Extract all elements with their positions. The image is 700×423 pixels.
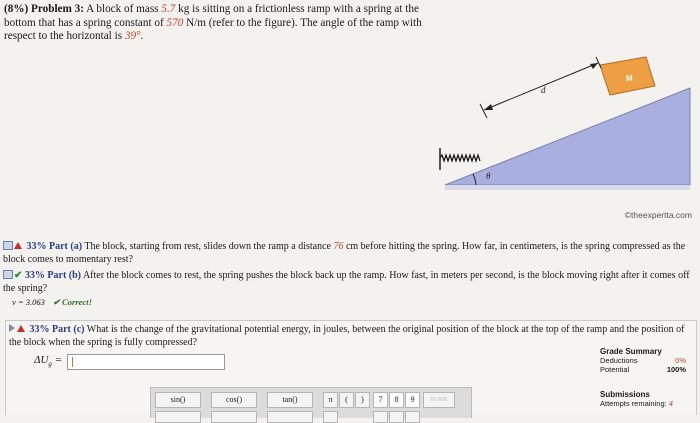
potential-value: 100% <box>666 365 686 374</box>
grade-summary <box>600 347 690 374</box>
key-row2-1[interactable] <box>155 411 201 423</box>
distance-arrow-head-left <box>484 104 493 110</box>
spring-coil <box>440 155 480 161</box>
part-a-label[interactable]: 33% Part (a) <box>26 241 83 252</box>
key-row2-7[interactable] <box>405 411 420 423</box>
key-pi[interactable]: π <box>323 392 338 408</box>
key-sin[interactable]: sin() <box>155 392 201 408</box>
part-a: 33% Part (a) The block, starting from rest, slides down the ramp a distance 76 cm before hitting the spring. How far, in centimeters, is the spring compressed as the block comes to momentary rest? <box>3 241 686 265</box>
submissions-summary <box>600 390 695 408</box>
text-cursor <box>72 357 73 367</box>
key-8[interactable]: 8 <box>389 392 404 408</box>
distance-tick-right <box>596 57 601 68</box>
spring-constant-value: 570 <box>166 16 184 29</box>
key-row2-2[interactable] <box>211 411 257 423</box>
key-row2-6[interactable] <box>389 411 404 423</box>
problem-title: (8%) Problem 3: <box>4 3 84 15</box>
key-7[interactable]: 7 <box>373 392 388 408</box>
copyright-text: ©theexpertta.com <box>624 210 692 220</box>
distance-label: d <box>541 85 546 95</box>
answer-input[interactable] <box>67 354 225 370</box>
ramp-shadow <box>445 185 690 190</box>
part-c: 33% Part (c) What is the change of the gravitational potential energy, in joules, between the original position of the block at the top of the ramp and the position of the block when the spring is fully compressed? <box>9 324 685 348</box>
mass-block <box>600 57 655 95</box>
distance-arrow-head-right <box>590 63 598 69</box>
attempts-remaining-value: 4 <box>668 399 673 408</box>
mass-value: 5.7 <box>161 3 176 15</box>
key-row2-4[interactable] <box>323 411 338 423</box>
deductions-label: Deductions <box>600 356 638 365</box>
delta-u-label: $\Delta U_g$ = <box>34 354 63 369</box>
distance-tick-left <box>480 104 487 118</box>
ramp-triangle <box>445 88 690 185</box>
part-b-status-icon <box>3 270 13 279</box>
key-tan[interactable]: tan() <box>267 392 313 408</box>
key-row2-3[interactable] <box>267 411 313 423</box>
angle-value: 39° <box>124 30 141 42</box>
key-9[interactable]: 9 <box>405 392 420 408</box>
checkmark-icon: ✔ <box>14 270 23 281</box>
part-b: ✔ 33% Part (b) After the block comes to rest, the spring pushes the block back up the ramp. How fast, in meters per second, is the block moving right after it comes off the spring? <box>3 270 690 294</box>
attempts-remaining-label: Attempts remaining: <box>600 399 669 408</box>
potential-label: Potential <box>600 365 630 374</box>
part-c-label[interactable]: 33% Part (c) <box>29 324 85 335</box>
key-left-paren[interactable]: ( <box>339 392 354 408</box>
warning-icon <box>14 242 22 249</box>
part-b-label[interactable]: 33% Part (b) <box>24 270 81 281</box>
warning-icon <box>17 325 25 332</box>
key-row2-5[interactable] <box>373 411 388 423</box>
play-icon <box>9 324 15 332</box>
key-right-paren[interactable]: ) <box>355 392 370 408</box>
problem-statement: (8%) Problem 3: A block of mass 5.7 kg is sitting on a frictionless ramp with a spring at the bottom that has a spring constant of 570 N/m (refer to the figure). The angle of the ramp with respect to the horizontal is 39°. <box>4 3 422 42</box>
correct-status: Correct! <box>62 297 92 307</box>
part-a-status-icon <box>3 241 13 250</box>
key-cos[interactable]: cos() <box>211 392 257 408</box>
block-label: M <box>626 74 633 83</box>
part-b-answer-value: v = 3.063 <box>12 297 45 307</box>
correct-check-icon: ✔ <box>52 297 61 307</box>
math-keypad <box>150 387 472 418</box>
grade-summary-title: Grade Summary <box>600 347 662 356</box>
angle-label: θ <box>486 171 491 181</box>
key-home[interactable]: HOME <box>423 392 455 408</box>
part-b-answer <box>12 297 92 308</box>
part-a-distance: 76 <box>333 241 344 252</box>
deductions-value: 0% <box>675 356 686 365</box>
submissions-title: Submissions <box>600 390 650 399</box>
